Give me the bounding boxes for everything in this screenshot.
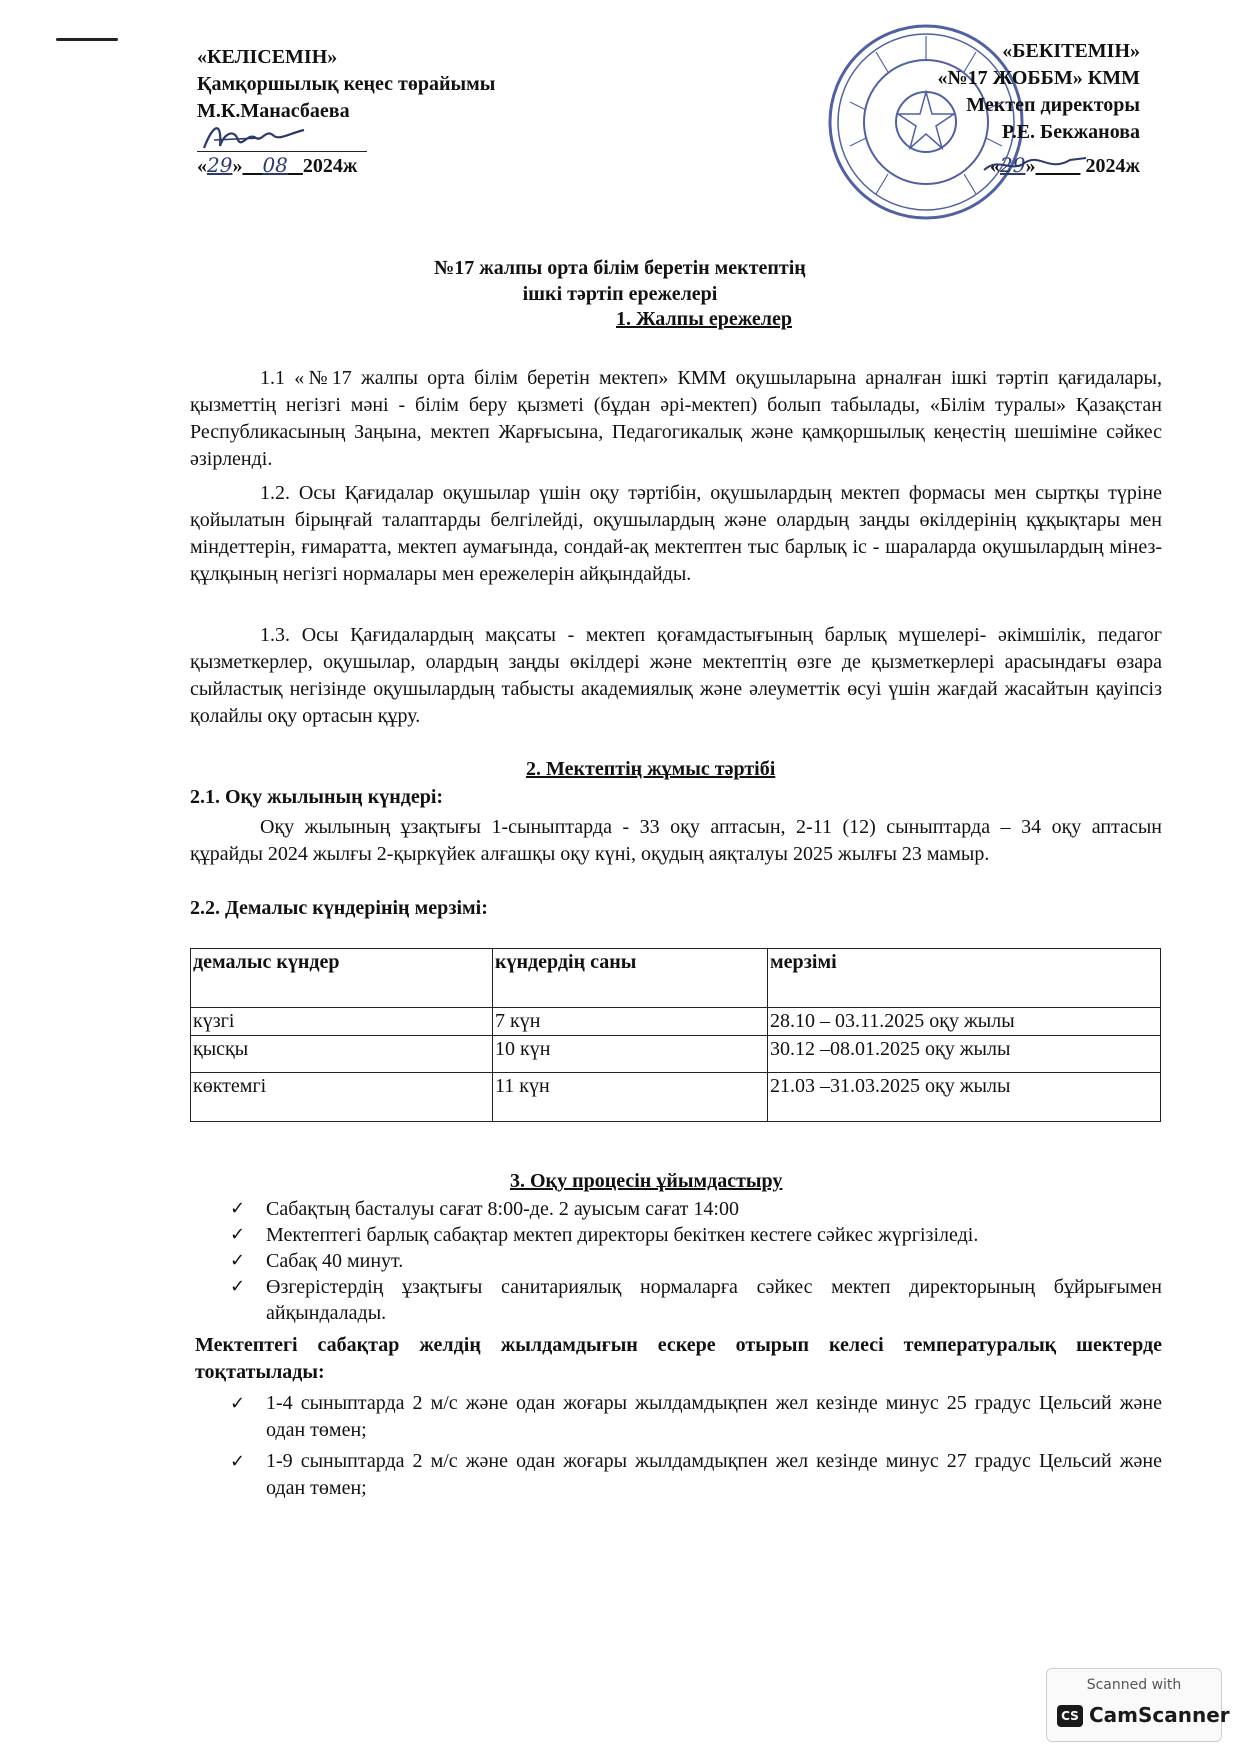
table-cell: 21.03 –31.03.2025 оқу жылы (768, 1073, 1161, 1122)
paragraph-1-3: 1.3. Осы Қағидалардың мақсаты - мектеп қоғамдастығының барлық мүшелері- әкімшілік, педагог қызметкерлер, оқушылар, олардың заңды өкілдері және мектептің өзге де қызметкерлері арасындағы өзара сыйластық негізінде оқушылардың табысты академиялық және әлеуметтік өсуі үшін жағдай жасайтын қауіпсіз қолайлы оқу ортасын құру. (190, 624, 1162, 727)
approval-organization: «№17 ЖОББМ» КММ (937, 67, 1140, 89)
table-cell: көктемгі (191, 1073, 493, 1122)
section-3-heading: 3. Оқу процесін ұйымдастыру (510, 1170, 783, 1192)
checkmark-icon: ✓ (230, 1198, 246, 1219)
list-item: ✓ 1-9 сыныптарда 2 м/с және одан жоғары жылдамдықпен жел кезінде минус 27 градус Цельсий және одан төмен; (230, 1450, 1162, 1499)
list-item: ✓ 1-4 сыныптарда 2 м/с және одан жоғары жылдамдықпен жел кезінде минус 25 градус Цельсий және одан төмен; (230, 1392, 1162, 1441)
table-header-cell: мерзімі (768, 949, 1161, 1008)
date-day: 29 (1000, 153, 1026, 177)
organization-checklist (230, 1196, 1162, 1326)
paragraph-2-1: Оқу жылының ұзақтығы 1-сыныптарда - 33 оқу аптасын, 2-11 (12) сыныптарда – 34 оқу аптасын құрайды 2024 жылғы 2-қыркүйек алғашқы оқу күні, оқудың аяқталуы 2025 жылғы 23 мамыр. (190, 816, 1162, 865)
date-year: 2024ж (302, 155, 358, 177)
left-signature-icon (200, 118, 310, 158)
approval-position: Мектеп директоры (966, 94, 1140, 116)
table-cell: күзгі (191, 1008, 493, 1036)
table-row (191, 1036, 1161, 1073)
table-cell: 30.12 –08.01.2025 оқу жылы (768, 1036, 1161, 1073)
agreement-title: «КЕЛІСЕМІН» (197, 46, 338, 68)
agreement-block (197, 44, 617, 180)
camscanner-logo-icon: CS (1057, 1705, 1083, 1727)
table-cell: 28.10 – 03.11.2025 оқу жылы (768, 1008, 1161, 1036)
approval-name: Р.Е. Бекжанова (1001, 121, 1140, 143)
scanned-with-label: Scanned with (1086, 1677, 1182, 1693)
list-item: ✓ Өзгерістердің ұзақтығы санитариялық нормаларға сәйкес мектеп директорының бұйрығымен айқындалады. (230, 1276, 1162, 1324)
table-header-row (191, 949, 1161, 1008)
approval-title: «БЕКІТЕМІН» (1002, 40, 1140, 62)
table-cell: қысқы (191, 1036, 493, 1073)
agreement-position: Қамқоршылық кеңес төрайымы (197, 73, 496, 95)
list-item: ✓ Сабақ 40 минут. (230, 1250, 404, 1272)
agreement-date: «29» 08 2024ж (197, 153, 358, 177)
paragraph-1-1: 1.1 «№17 жалпы орта білім беретін мектеп» КММ оқушыларына арналған ішкі тәртіп қағидалары, қызметтің негізгі мәні - білім беру қызметі (бұдан әрі-мектеп) болып табылады, «Білім туралы» Қазақстан Республикасының Заңына, мектеп Жарғысына, Педагогикалық және қамқоршылық кеңестің шешіміне сәйкес әзірленді. (190, 367, 1162, 470)
table-header-cell: демалыс күндер (191, 949, 493, 1008)
checkmark-icon: ✓ (230, 1276, 246, 1297)
date-day: 29 (207, 153, 233, 177)
subsection-2-2-heading: 2.2. Демалыс күндерінің мерзімі: (190, 897, 488, 919)
checkmark-icon: ✓ (230, 1250, 246, 1271)
checkmark-icon: ✓ (230, 1224, 246, 1245)
checkmark-icon: ✓ (230, 1451, 246, 1472)
list-item: ✓ Сабақтың басталуы сағат 8:00-де. 2 ауысым сағат 14:00 (230, 1198, 739, 1220)
checkmark-icon: ✓ (230, 1393, 246, 1414)
subsection-2-1-heading: 2.1. Оқу жылының күндері: (190, 786, 444, 808)
date-month: 08 (262, 153, 288, 177)
table-header-cell: күндердің саны (493, 949, 768, 1008)
page-corner-mark (56, 38, 118, 41)
table-cell: 11 күн (493, 1073, 768, 1122)
table-cell: 7 күн (493, 1008, 768, 1036)
approval-date: «29» 2024ж (990, 153, 1140, 177)
table-cell: 10 күн (493, 1036, 768, 1073)
agreement-name: М.К.Манасбаева (197, 100, 350, 122)
vacation-table (190, 948, 1161, 1122)
right-signature-icon (980, 150, 1090, 180)
list-item: ✓ Мектептегі барлық сабақтар мектеп директоры бекіткен кестеге сәйкес жүргізіледі. (230, 1224, 979, 1246)
section-1-heading: 1. Жалпы ережелер (616, 308, 793, 330)
paragraph-1-2: 1.2. Осы Қағидалар оқушылар үшін оқу тәртібін, оқушылардың мектеп формасы мен сыртқы түріне қойылатын бірыңғай талаптарды белгілейді, оқушылардың және олардың заңды өкілдерінің құқықтары мен міндеттерін, ғимаратта, мектеп аумағында, сондай-ақ мектептен тыс барлық іс - шараларда оқушылардың мінез-құлқының негізгі нормалары мен ережелерін айқындайды. (190, 482, 1162, 585)
section-2-heading: 2. Мектептің жұмыс тәртібі (526, 758, 776, 780)
document-title-line1: №17 жалпы орта білім беретін мектептің (434, 257, 806, 279)
wind-temperature-paragraph: Мектептегі сабақтар желдің жылдамдығын ескере отырып келесі температуралық шектерде тоқтатылады: (195, 1334, 1162, 1383)
camscanner-badge (1046, 1668, 1230, 1742)
date-year: 2024ж (1085, 155, 1140, 177)
temperature-checklist (230, 1390, 1162, 1502)
document-title-line2: ішкі тәртіп ережелері (522, 283, 718, 305)
table-row (191, 1073, 1161, 1122)
table-row (191, 1008, 1161, 1036)
camscanner-name: CamScanner (1089, 1703, 1230, 1727)
